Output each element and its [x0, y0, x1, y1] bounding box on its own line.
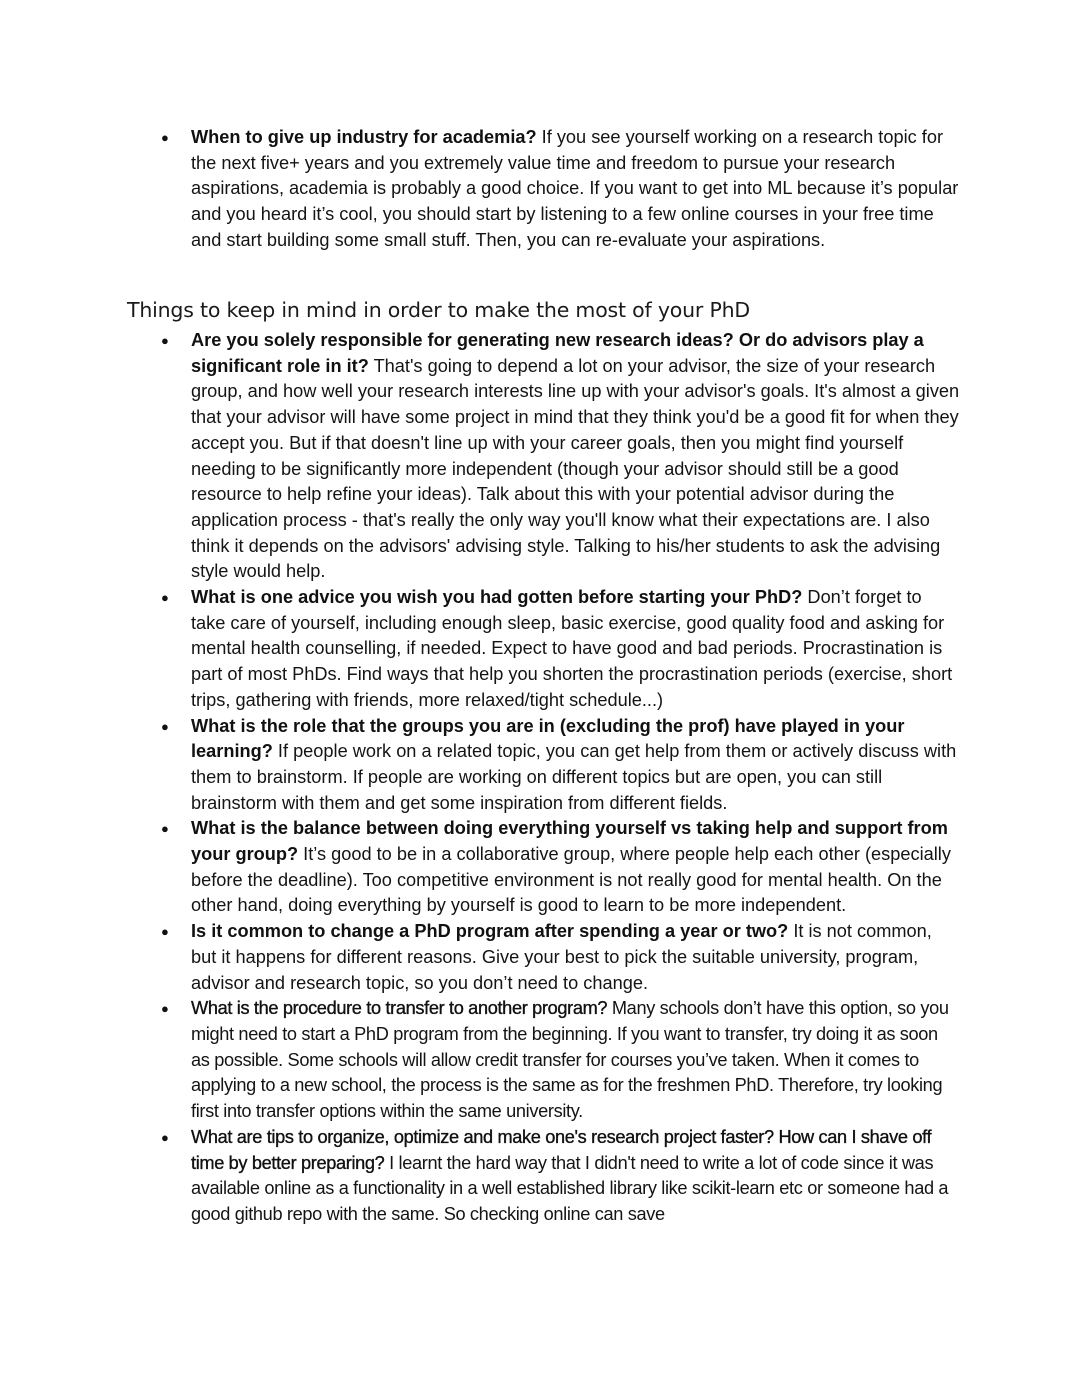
- section-heading: Things to keep in mind in order to make the most of your PhD: [127, 298, 751, 322]
- bullet-icon: ●: [161, 1001, 169, 1017]
- question-text: When to give up industry for academia?: [191, 127, 537, 147]
- bullet-icon: ●: [161, 821, 169, 837]
- answer-text: That's going to depend a lot on your advisor, the size of your research group, and how well your research interests line up with your advisor's goals. It's almost a given that your advisor will have some project in mind that they think you'd be a good fit for when they accept you. But if that doesn't line up with your career goals, then you might find yourself needing to be significantly more independent (though your advisor should still be a good resource to help refine your ideas). Talk about this with your potential advisor during the application process - that's really the only way you'll know what their expectations are. I also think it depends on the advisors' advising style. Talking to his/her students to ask the advising style would help.: [191, 355, 960, 582]
- question-text: What is one advice you wish you had gotten before starting your PhD?: [191, 587, 803, 608]
- bullet-icon: ●: [161, 718, 169, 734]
- list-item: [0, 125, 1080, 254]
- bullet-icon: ●: [161, 590, 169, 606]
- intro-bullet-list: [0, 125, 1080, 254]
- bullet-icon: ●: [161, 1129, 169, 1145]
- list-item: [0, 1125, 1080, 1228]
- list-item: [0, 328, 1080, 585]
- answer-text: It is not common, but it happens for different reasons. Give your best to pick the suitable university, program, advisor and research topic, so you don’t need to change.: [191, 921, 932, 993]
- tips-bullet-list: [0, 328, 1080, 1228]
- list-item: [0, 585, 1080, 714]
- bullet-icon: ●: [161, 333, 169, 348]
- bullet-icon: ●: [161, 924, 169, 940]
- question-text: Are you solely responsible for generating new research ideas? Or do advisors play a significant role in it?: [191, 330, 924, 376]
- list-item: [0, 714, 1080, 817]
- question-text: What is the balance between doing everything yourself vs taking help and support from your group?: [191, 818, 948, 865]
- question-text: What are tips to organize, optimize and make one's research project faster? How can I shave off time by better preparing?: [191, 1126, 932, 1173]
- question-text: What is the procedure to transfer to another program?: [191, 998, 608, 1019]
- question-text: Is it common to change a PhD program after spending a year or two?: [191, 921, 789, 942]
- answer-text: I learnt the hard way that I didn't need to write a lot of code since it was available online as a functionality in a well established library like scikit-learn etc or someone had a good github repo with the same. So checking online can save: [191, 1152, 949, 1224]
- answer-text: It’s good to be in a collaborative group, where people help each other (especially before the deadline). Too competitive environment is not really good for mental health. On the other hand, doing everything by yourself is good to learn to be more independent.: [191, 844, 951, 916]
- answer-text: Don’t forget to take care of yourself, including enough sleep, basic exercise, good quality food and asking for mental health counselling, if needed. Expect to have good and bad periods. Procrastination is part of most PhDs. Find ways that help you shorten the procrastination periods (exercise, short trips, gathering with friends, more relaxed/tight schedule...): [191, 587, 953, 710]
- list-item: [0, 996, 1080, 1125]
- answer-text: If you see yourself working on a research topic for the next five+ years and you extremely value time and freedom to pursue your research aspirations, academia is probably a good choice. If you want to get into ML because it’s popular and you heard it’s cool, you should start by listening to a few online courses in your free time and start building some small stuff. Then, you can re-evaluate your aspirations.: [191, 127, 959, 250]
- list-item: [0, 816, 1080, 919]
- answer-text: Many schools don’t have this option, so you might need to start a PhD program from the beginning. If you want to transfer, try doing it as soon as possible. Some schools will allow credit transfer for courses you’ve taken. When it comes to applying to a new school, the process is the same as for the freshmen PhD. Therefore, try looking first into transfer options within the same university.: [191, 998, 949, 1122]
- list-item: [0, 919, 1080, 996]
- bullet-icon: ●: [161, 130, 169, 145]
- answer-text: If people work on a related topic, you can get help from them or actively discuss with them to brainstorm. If people are working on different topics but are open, you can still brainstorm with them and get some inspiration from different fields.: [191, 741, 957, 813]
- question-text: What is the role that the groups you are in (excluding the prof) have played in your learning?: [191, 715, 905, 762]
